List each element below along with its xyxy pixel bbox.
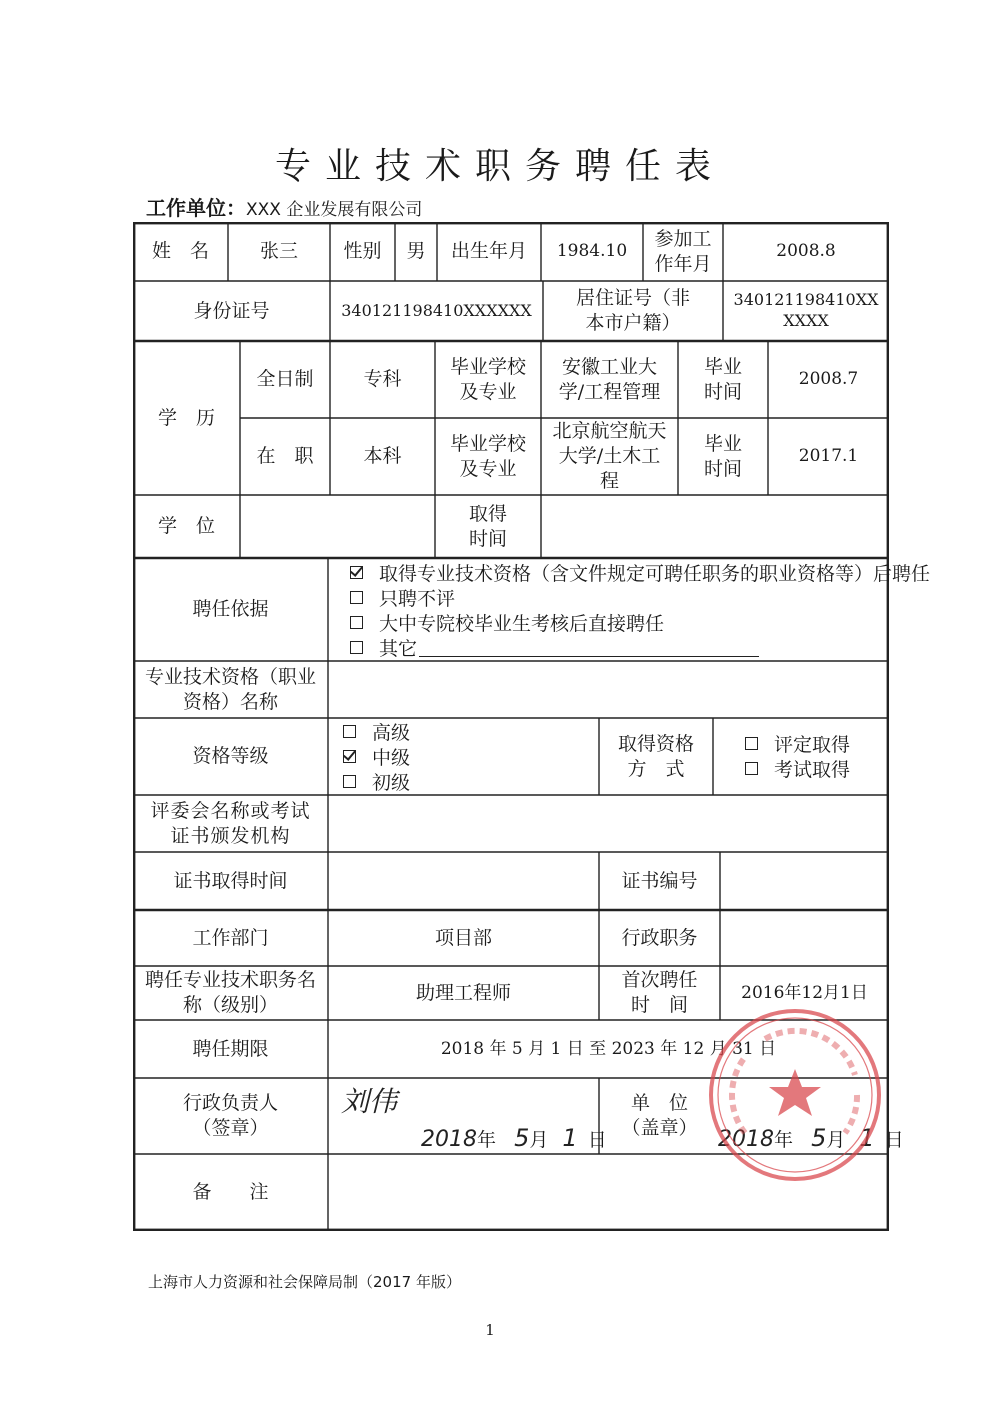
term-label: 聘任期限	[192, 1037, 269, 1060]
method-options	[745, 731, 850, 781]
basis-option-text: 其它	[379, 638, 418, 660]
post-value: 助理工程师	[415, 981, 511, 1004]
first-appoint-label: 首次聘任时 间	[621, 969, 698, 1016]
leader-date-month-unit: 月	[529, 1129, 549, 1151]
basis-option-text: 大中专院校毕业生考核后直接聘任	[379, 613, 665, 635]
fulltime-label: 全日制	[256, 368, 314, 391]
work-start-value: 2008.8	[776, 241, 836, 262]
checkbox-icon[interactable]	[350, 591, 363, 604]
parttime-time: 2017.1	[798, 446, 859, 467]
company-seal-stamp	[705, 1005, 885, 1185]
basis-option-row[interactable]	[350, 560, 930, 585]
fulltime-school: 安徽工业大学/工程管理	[558, 355, 661, 403]
gender-label: 性别	[343, 240, 382, 263]
gender-value: 男	[406, 240, 426, 263]
leader-sign-date	[421, 1124, 607, 1152]
parttime-level: 本科	[363, 445, 402, 468]
parttime-time-label: 毕业时间	[703, 432, 742, 480]
leader-date-day: 1	[562, 1124, 578, 1152]
unit-date-year-unit: 年	[774, 1129, 794, 1151]
method-option-row[interactable]	[745, 756, 850, 781]
form-title: 专业技术职务聘任表	[274, 146, 725, 187]
checkbox-icon[interactable]	[350, 616, 363, 629]
degree-label: 学 位	[157, 515, 215, 538]
leader-date-month: 5	[514, 1124, 530, 1152]
checkbox-icon[interactable]	[745, 762, 758, 775]
method-label: 取得资格方 式	[617, 732, 694, 780]
first-appoint-value: 2016年12月1日	[741, 982, 868, 1003]
level-option-row[interactable]	[343, 719, 410, 744]
name-label: 姓 名	[151, 240, 209, 263]
employer-line	[146, 192, 422, 221]
birth-label: 出生年月	[450, 240, 527, 263]
cert-number-label: 证书编号	[621, 869, 698, 892]
other-fill-line[interactable]	[419, 638, 759, 657]
unit-date-month-unit: 月	[826, 1129, 846, 1151]
dept-label: 工作部门	[192, 926, 269, 949]
education-label: 学 历	[157, 406, 215, 429]
fulltime-time: 2008.7	[798, 369, 859, 390]
parttime-school: 北京航空航天大学/土木工程	[552, 420, 667, 492]
birth-value: 1984.10	[556, 241, 628, 262]
basis-option-row[interactable]	[350, 585, 930, 610]
page-number: 1	[485, 1321, 495, 1339]
method-option-row[interactable]	[745, 731, 850, 756]
level-option-text: 初级	[372, 772, 411, 794]
leader-signature: 刘伟	[341, 1085, 398, 1118]
level-option-text: 中级	[372, 747, 411, 769]
basis-option-row[interactable]	[350, 635, 930, 660]
employer-value: XXX 企业发展有限公司	[246, 200, 423, 220]
remarks-label: 备 注	[192, 1181, 269, 1204]
unit-date-day-unit: 日	[884, 1129, 904, 1151]
parttime-school-label: 毕业学校及专业	[449, 432, 526, 480]
qualification-name-label: 专业技术资格（职业资格）名称	[144, 665, 316, 713]
residence-label: 居住证号（非本市户籍）	[575, 287, 690, 334]
leader-sign-label: 行政负责人（签章）	[182, 1092, 278, 1139]
id-value: 340121198410XXXXXX	[341, 300, 532, 320]
checkbox-checked-icon[interactable]	[350, 566, 363, 579]
unit-date-month: 5	[811, 1124, 827, 1152]
fulltime-time-label: 毕业时间	[703, 355, 742, 403]
level-option-row[interactable]	[343, 769, 410, 794]
checkbox-icon[interactable]	[343, 725, 356, 738]
level-option-row[interactable]	[343, 744, 410, 769]
leader-date-year: 2018	[421, 1127, 477, 1152]
basis-options	[350, 560, 930, 660]
basis-label: 聘任依据	[192, 598, 269, 621]
employer-label: 工作单位：	[146, 196, 246, 220]
method-option-text: 考试取得	[774, 759, 851, 781]
parttime-label: 在 职	[256, 445, 314, 468]
basis-option-text: 只聘不评	[379, 588, 456, 610]
committee-label: 评委会名称或考试证书颁发机构	[150, 799, 311, 847]
admin-position-label: 行政职务	[621, 926, 698, 949]
fulltime-school-label: 毕业学校及专业	[449, 355, 526, 403]
work-start-label: 参加工作年月	[654, 227, 712, 275]
fulltime-level: 专科	[363, 368, 402, 391]
checkbox-icon[interactable]	[745, 737, 758, 750]
unit-date-year: 2018	[718, 1127, 774, 1152]
leader-date-year-unit: 年	[477, 1129, 497, 1151]
degree-time-label: 取得时间	[468, 502, 507, 550]
name-value: 张三	[259, 240, 298, 263]
post-label: 聘任专业技术职务名称（级别）	[145, 969, 317, 1016]
unit-date-day: 1	[859, 1124, 875, 1152]
unit-seal-label: 单 位（盖章）	[621, 1092, 698, 1139]
level-option-text: 高级	[372, 722, 411, 744]
checkbox-checked-icon[interactable]	[343, 750, 356, 763]
term-value: 2018 年 5 月 1 日 至 2023 年 12 月 31 日	[440, 1038, 777, 1059]
footer-note: 上海市人力资源和社会保障局制（2017 年版）	[148, 1273, 461, 1291]
checkbox-icon[interactable]	[343, 775, 356, 788]
leader-date-day-unit: 日	[587, 1129, 607, 1151]
cert-time-label: 证书取得时间	[173, 869, 288, 892]
dept-value: 项目部	[434, 926, 492, 949]
basis-option-row[interactable]	[350, 610, 930, 635]
residence-value: 340121198410XXXXXX	[733, 290, 879, 330]
method-option-text: 评定取得	[774, 734, 851, 756]
checkbox-icon[interactable]	[350, 641, 363, 654]
level-options	[343, 719, 410, 794]
basis-option-text: 取得专业技术资格（含文件规定可聘任职务的职业资格等）后聘任	[379, 563, 931, 585]
level-label: 资格等级	[192, 745, 269, 768]
id-label: 身份证号	[193, 299, 270, 322]
